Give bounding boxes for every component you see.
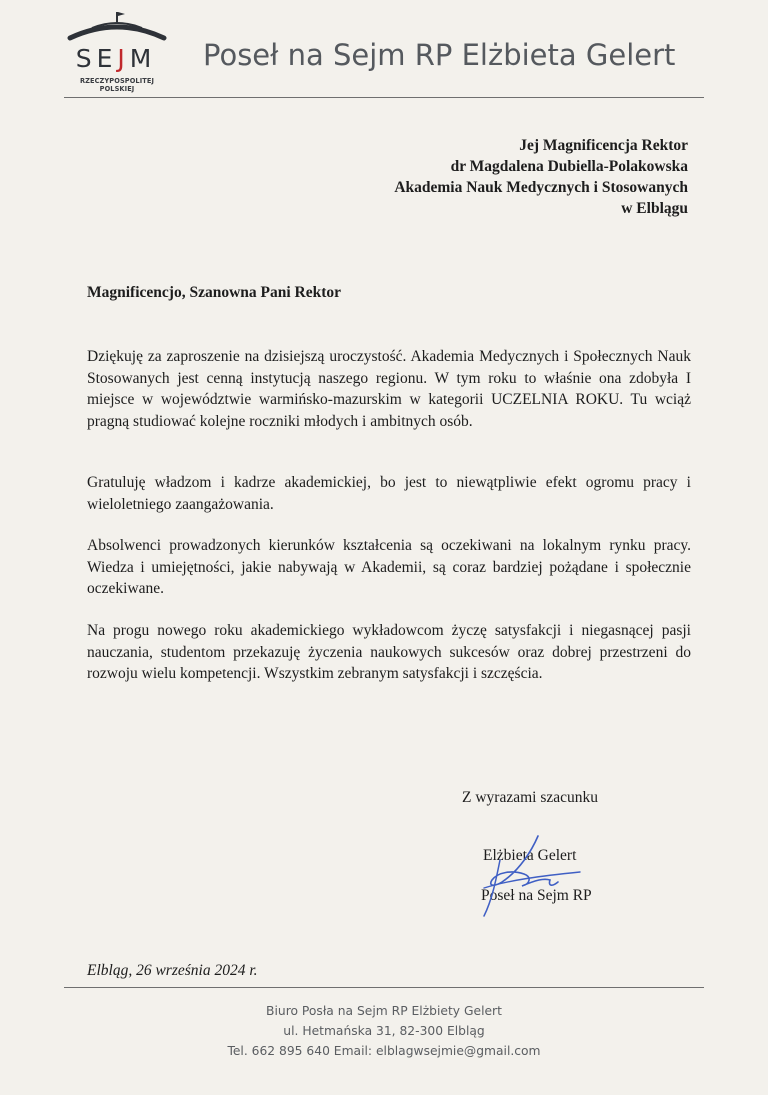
logo-subtitle: RZECZYPOSPOLITEJ POLSKIEJ [79, 77, 155, 93]
sejm-wordmark: SEJM [75, 44, 157, 73]
footer-line: Biuro Posła na Sejm RP Elżbiety Gelert [266, 1004, 502, 1018]
body-paragraph: Gratuluję władzom i kadrze akademickiej, bo jest to niewątpliwie efekt ogromu pracy i wieloletniego zaangażowania. [87, 474, 691, 513]
recipient-line: Jej Magnificencja Rektor [519, 137, 688, 154]
body-paragraph: Absolwenci prowadzonych kierunków kształcenia są oczekiwani na lokalnym rynku pracy. Wiedza i umiejętności, jakie nabywają w Akademii, są coraz bardziej pożądane i społecznie oczekiwane. [87, 537, 691, 597]
body-paragraph: Na progu nowego roku akademickiego wykładowcom życzę satysfakcji i niegasnącej pasji nauczania, studentom przekazuję życzenia naukowych sukcesów oraz dobrej przestrzeni do rozwoju wielu kompetencji. Wszystkim zebranym satysfakcji i szczęścia. [87, 622, 691, 682]
signatory-name: Elżbieta Gelert [483, 847, 577, 864]
closing-phrase: Z wyrazami szacunku [462, 789, 598, 806]
letterhead-title: Poseł na Sejm RP Elżbieta Gelert [203, 38, 676, 72]
body-paragraph: Dziękuję za zaproszenie na dzisiejszą uroczystość. Akademia Medycznych i Społecznych Nauk Stosowanych jest cenną instytucją naszego regionu. W tym roku to właśnie ona zdobyła I miejsce w województwie warmińsko-mazurskim w kategorii UCZELNIA ROKU. Tu wciąż pragną studiować kolejne roczniki młodych i ambitnych osób. [87, 348, 691, 430]
footer-address [0, 1001, 768, 1061]
header-divider [64, 97, 704, 98]
recipient-block [394, 135, 688, 219]
sejm-logo [62, 8, 172, 93]
signatory-role: Poseł na Sejm RP [481, 887, 592, 904]
recipient-line: w Elblągu [621, 200, 688, 217]
recipient-line: dr Magdalena Dubiella-Polakowska [450, 158, 688, 175]
salutation: Magnificencjo, Szanowna Pani Rektor [87, 284, 342, 301]
footer-divider [64, 987, 704, 988]
footer-line: ul. Hetmańska 31, 82-300 Elbląg [283, 1024, 485, 1038]
handwritten-signature [440, 830, 590, 920]
recipient-line: Akademia Nauk Medycznych i Stosowanych [394, 179, 688, 196]
letter-date: Elbląg, 26 września 2024 r. [87, 962, 258, 979]
footer-line: Tel. 662 895 640 Email: elblagwsejmie@gmail.com [227, 1044, 541, 1058]
sejm-dome-icon [62, 8, 172, 48]
